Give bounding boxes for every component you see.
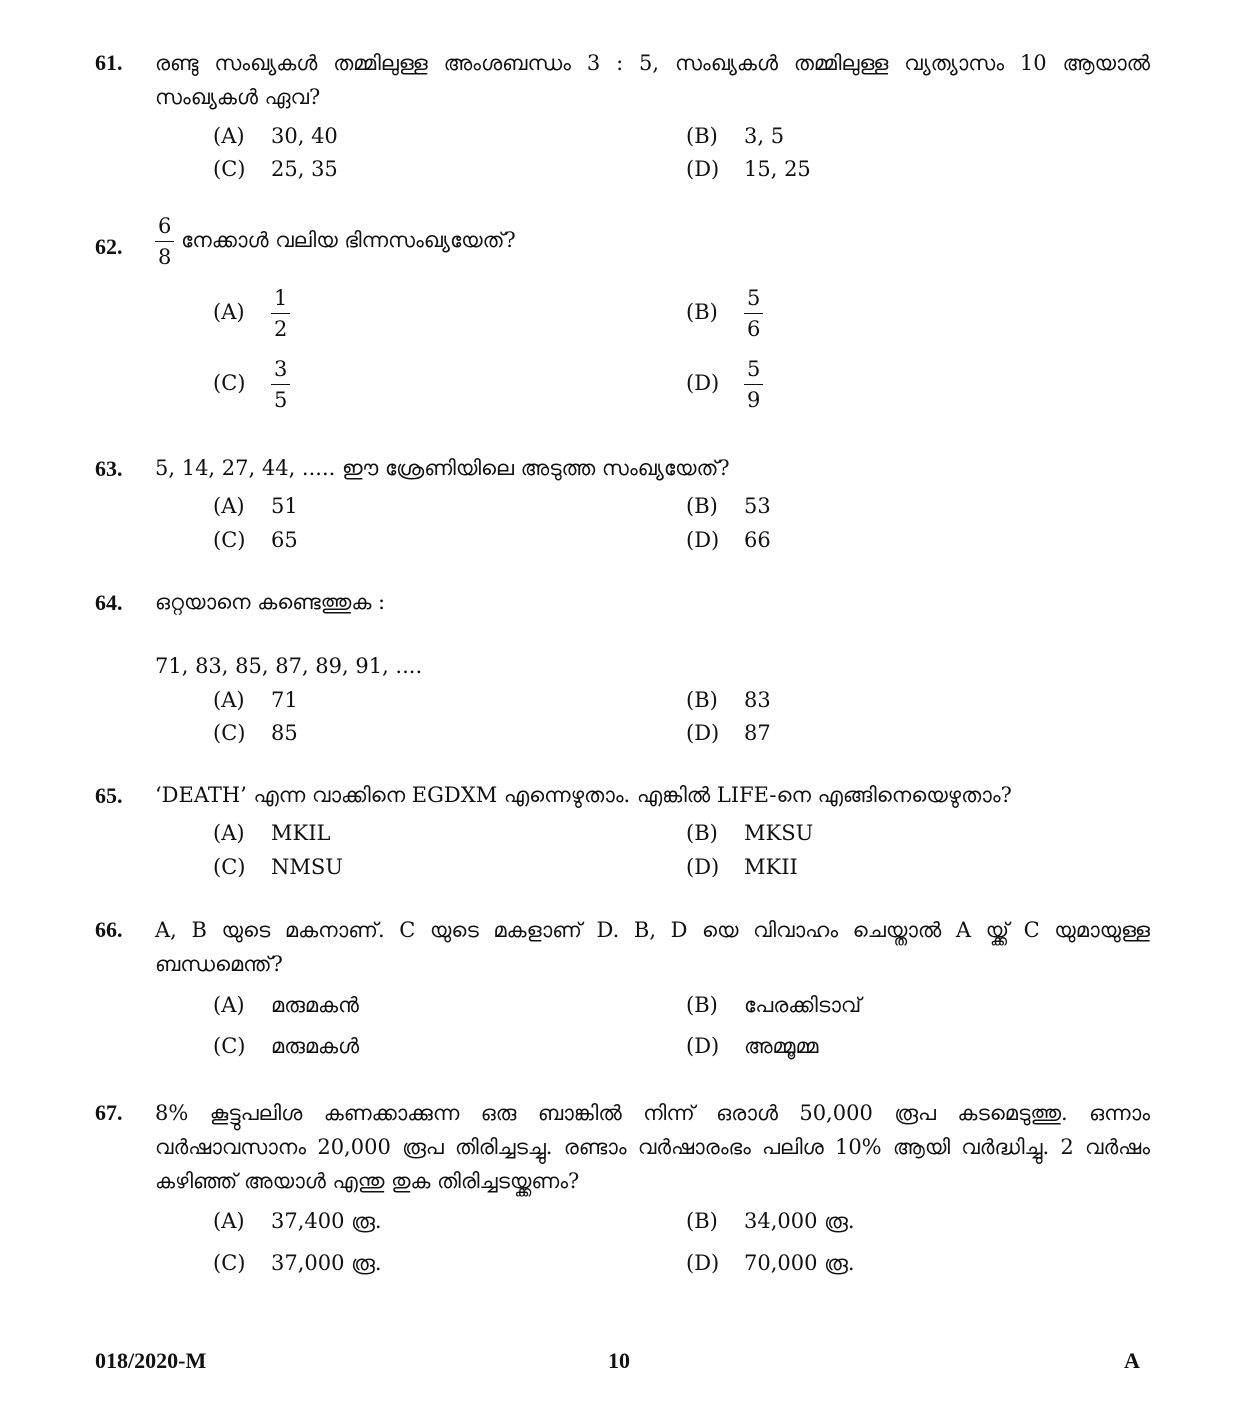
option-label: (A): [213, 821, 245, 845]
question-number: 66.: [95, 917, 123, 942]
number-series: 71, 83, 85, 87, 89, 91, ....: [155, 654, 423, 678]
option-value: 3, 5: [744, 124, 785, 148]
option-value: 51: [271, 494, 298, 518]
option-c[interactable]: [213, 1251, 382, 1276]
question-text-body: നേക്കാൾ വലിയ ഭിന്നസംഖ്യയേത്?: [181, 228, 516, 252]
option-label: (D): [686, 1251, 720, 1275]
option-b[interactable]: [686, 821, 813, 845]
fraction: [155, 214, 174, 269]
option-b[interactable]: [686, 494, 771, 518]
option-label: (A): [213, 124, 245, 148]
option-d[interactable]: [686, 1034, 818, 1059]
option-d[interactable]: [686, 528, 771, 552]
option-value: NMSU: [271, 855, 343, 879]
option-label: (B): [686, 1209, 718, 1233]
option-label: (C): [213, 528, 246, 552]
option-d[interactable]: [686, 357, 763, 412]
option-label: (C): [213, 371, 246, 395]
option-value: 87: [744, 721, 771, 745]
option-d[interactable]: [686, 721, 771, 745]
option-b[interactable]: [686, 993, 861, 1018]
option-label: (C): [213, 721, 246, 745]
fraction-denominator: 5: [274, 388, 288, 412]
option-c[interactable]: [213, 157, 338, 181]
option-label: (B): [686, 993, 718, 1017]
option-c[interactable]: [213, 855, 343, 879]
option-label: (D): [686, 721, 720, 745]
option-a[interactable]: [213, 1209, 382, 1234]
question-text: 8% കൂട്ടുപലിശ കണക്കാക്കുന്ന ഒരു ബാങ്കിൽ നിന്ന് ഒരാൾ 50,000 രൂപ കടമെടുത്തു. ഒന്നാം വർഷാവസാനം 20,000 രൂപ തിരിച്ചടച്ചു. രണ്ടാം വർഷാരംഭം പലിശ 10% ആയി വർദ്ധിച്ചു. 2 വർഷം കഴിഞ്ഞ് അയാൾ എന്തു തുക തിരിച്ചടയ്ക്കണം?: [155, 1101, 1150, 1193]
option-a[interactable]: [213, 494, 298, 518]
fraction-denominator: 8: [158, 245, 172, 269]
option-label: (D): [686, 528, 720, 552]
option-label: (B): [686, 494, 718, 518]
question-text: 5, 14, 27, 44, ..... ഈ ശ്രേണിയിലെ അടുത്ത സംഖ്യയേത്?: [155, 456, 730, 480]
option-b[interactable]: [686, 1209, 855, 1234]
option-fraction: [271, 357, 290, 412]
fraction-numerator: 6: [155, 214, 174, 242]
question-number: 67.: [95, 1100, 123, 1125]
option-value: അമ്മൂമ്മ: [744, 1034, 819, 1058]
option-label: (C): [213, 157, 246, 181]
option-value: 37,400 രൂ.: [271, 1209, 382, 1233]
option-value: 66: [744, 528, 771, 552]
option-value: 65: [271, 528, 298, 552]
option-value: 53: [744, 494, 771, 518]
fraction-numerator: 5: [744, 357, 763, 385]
question-text: A, B യുടെ മകനാണ്. C യുടെ മകളാണ് D. B, D യെ വിവാഹം ചെയ്താൽ A യ്ക്ക് C യുമായുള്ള ബന്ധമെന്ത്?: [155, 918, 1150, 976]
fraction-denominator: 2: [274, 317, 288, 341]
question-text: ഒറ്റയാനെ കണ്ടെത്തുക :: [155, 590, 386, 614]
option-value: MKSU: [744, 821, 814, 845]
option-label: (A): [213, 1209, 245, 1233]
option-value: മരുമകൾ: [271, 1034, 360, 1058]
option-label: (A): [213, 688, 245, 712]
question-text: [155, 214, 516, 269]
option-c[interactable]: [213, 528, 298, 552]
option-d[interactable]: [686, 1251, 855, 1276]
exam-code: 018/2020-M: [95, 1348, 207, 1373]
option-c[interactable]: [213, 721, 298, 745]
option-value: 25, 35: [271, 157, 338, 181]
option-d[interactable]: [686, 157, 811, 181]
option-value: 30, 40: [271, 124, 338, 148]
option-label: (C): [213, 1251, 246, 1275]
option-label: (D): [686, 157, 720, 181]
option-c[interactable]: [213, 1034, 359, 1059]
option-value: 70,000 രൂ.: [744, 1251, 855, 1275]
question-number: 65.: [95, 783, 123, 808]
option-fraction: [744, 357, 763, 412]
question-text: രണ്ടു സംഖ്യകൾ തമ്മിലുള്ള അംശബന്ധം 3 : 5, സംഖ്യകൾ തമ്മിലുള്ള വ്യത്യാസം 10 ആയാൽ സംഖ്യകൾ ഏവ?: [155, 51, 1150, 109]
option-label: (A): [213, 494, 245, 518]
option-a[interactable]: [213, 286, 290, 341]
option-label: (C): [213, 855, 246, 879]
option-value: 15, 25: [744, 157, 811, 181]
option-b[interactable]: [686, 124, 784, 148]
option-value: 85: [271, 721, 298, 745]
option-d[interactable]: [686, 855, 798, 879]
fraction-denominator: 6: [747, 317, 761, 341]
fraction-numerator: 5: [744, 286, 763, 314]
page-number: 10: [608, 1348, 630, 1373]
option-value: MKIL: [271, 821, 331, 845]
option-b[interactable]: [686, 688, 771, 712]
option-value: 34,000 രൂ.: [744, 1209, 855, 1233]
option-label: (A): [213, 300, 245, 324]
option-value: പേരക്കിടാവ്: [744, 993, 862, 1017]
option-fraction: [271, 286, 290, 341]
option-label: (D): [686, 855, 720, 879]
option-label: (D): [686, 1034, 720, 1058]
option-a[interactable]: [213, 688, 298, 712]
option-value: 71: [271, 688, 298, 712]
fraction-numerator: 3: [271, 357, 290, 385]
option-b[interactable]: [686, 286, 763, 341]
question-number: 64.: [95, 590, 123, 615]
question-number: 62.: [95, 234, 123, 259]
question-text: ‘DEATH’ എന്ന വാക്കിനെ EGDXM എന്നെഴുതാം. എങ്കിൽ LIFE-നെ എങ്ങിനെയെഴുതാം?: [155, 783, 1012, 807]
option-label: (B): [686, 124, 718, 148]
question-number: 61.: [95, 50, 123, 75]
fraction-numerator: 1: [271, 286, 290, 314]
option-label: (B): [686, 300, 718, 324]
series-code: A: [1124, 1348, 1140, 1373]
option-value: 83: [744, 688, 771, 712]
option-value: മരുമകൻ: [271, 993, 359, 1017]
option-a[interactable]: [213, 821, 330, 845]
option-label: (B): [686, 688, 718, 712]
question-number: 63.: [95, 456, 123, 481]
option-c[interactable]: [213, 357, 290, 412]
option-value: MKII: [744, 855, 798, 879]
option-value: 37,000 രൂ.: [271, 1251, 382, 1275]
option-label: (C): [213, 1034, 246, 1058]
option-a[interactable]: [213, 124, 338, 148]
fraction-denominator: 9: [747, 388, 761, 412]
option-label: (A): [213, 993, 245, 1017]
option-label: (D): [686, 371, 720, 395]
option-a[interactable]: [213, 993, 359, 1018]
option-label: (B): [686, 821, 718, 845]
option-fraction: [744, 286, 763, 341]
